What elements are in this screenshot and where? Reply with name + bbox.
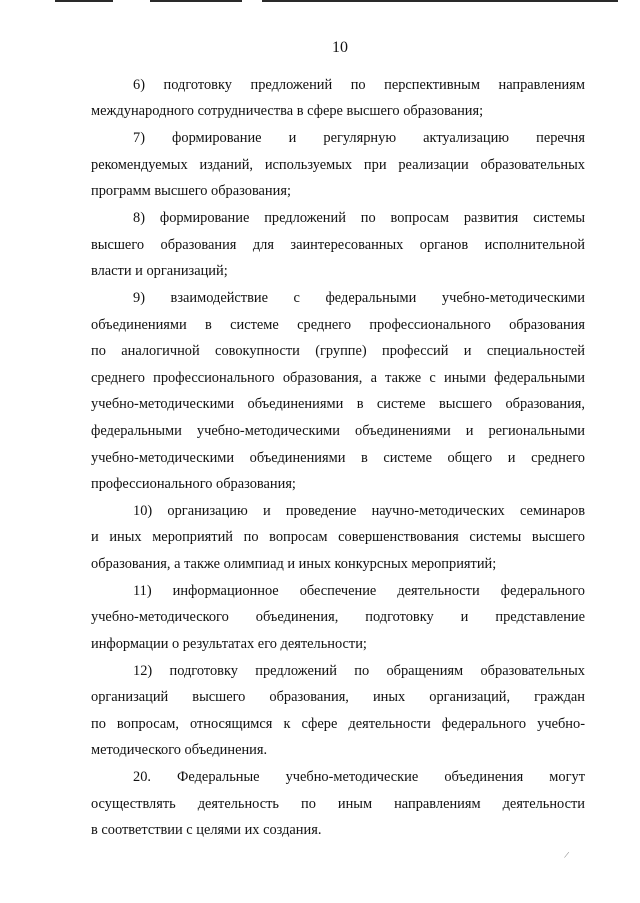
text-line: 8) формирование предложений по вопросам развития системы	[133, 210, 585, 226]
text-line: и иных мероприятий по вопросам совершенствования системы высшего	[91, 529, 585, 545]
page-number: 10	[332, 39, 348, 56]
text-line: среднего профессионального образования, а также с иными федеральными	[91, 370, 585, 386]
text-line: 12) подготовку предложений по обращениям образовательных	[133, 663, 585, 679]
text-line: 6) подготовку предложений по перспективным направлениям	[133, 77, 585, 93]
text-line: учебно-методическими объединениями в системе общего и среднего	[91, 450, 585, 466]
text-line: 20. Федеральные учебно-методические объединения могут	[133, 769, 585, 785]
text-line: по аналогичной совокупности (группе) профессий и специальностей	[91, 343, 585, 359]
text-line: в соответствии с целями их создания.	[91, 822, 322, 838]
text-line: 11) информационное обеспечение деятельности федерального	[133, 583, 585, 599]
text-line: по вопросам, относящимся к сфере деятельности федерального учебно-	[91, 716, 585, 732]
text-line: информации о результатах его деятельности;	[91, 636, 367, 652]
scan-mark: /	[563, 849, 570, 862]
text-line: 10) организацию и проведение научно-методических семинаров	[133, 503, 585, 519]
text-line: учебно-методического объединения, подготовку и представление	[91, 609, 585, 625]
text-line: федеральными учебно-методическими объединениями и региональными	[91, 423, 585, 439]
text-line: рекомендуемых изданий, используемых при реализации образовательных	[91, 157, 585, 173]
text-line: организаций высшего образования, иных организаций, граждан	[91, 689, 585, 705]
text-line: власти и организаций;	[91, 263, 228, 279]
text-line: 7) формирование и регулярную актуализацию перечня	[133, 130, 585, 146]
text-line: профессионального образования;	[91, 476, 296, 492]
text-line: объединениями в системе среднего профессионального образования	[91, 317, 585, 333]
text-line: методического объединения.	[91, 742, 268, 758]
text-line: учебно-методическими объединениями в системе высшего образования,	[91, 396, 585, 412]
text-line: международного сотрудничества в сфере высшего образования;	[91, 103, 484, 119]
text-line: программ высшего образования;	[91, 183, 291, 199]
text-line: осуществлять деятельность по иным направлениям деятельности	[91, 796, 585, 812]
text-line: образования, а также олимпиад и иных конкурсных мероприятий;	[91, 556, 497, 572]
text-line: высшего образования для заинтересованных органов исполнительной	[91, 237, 585, 253]
text-line: 9) взаимодействие с федеральными учебно-методическими	[133, 290, 585, 306]
